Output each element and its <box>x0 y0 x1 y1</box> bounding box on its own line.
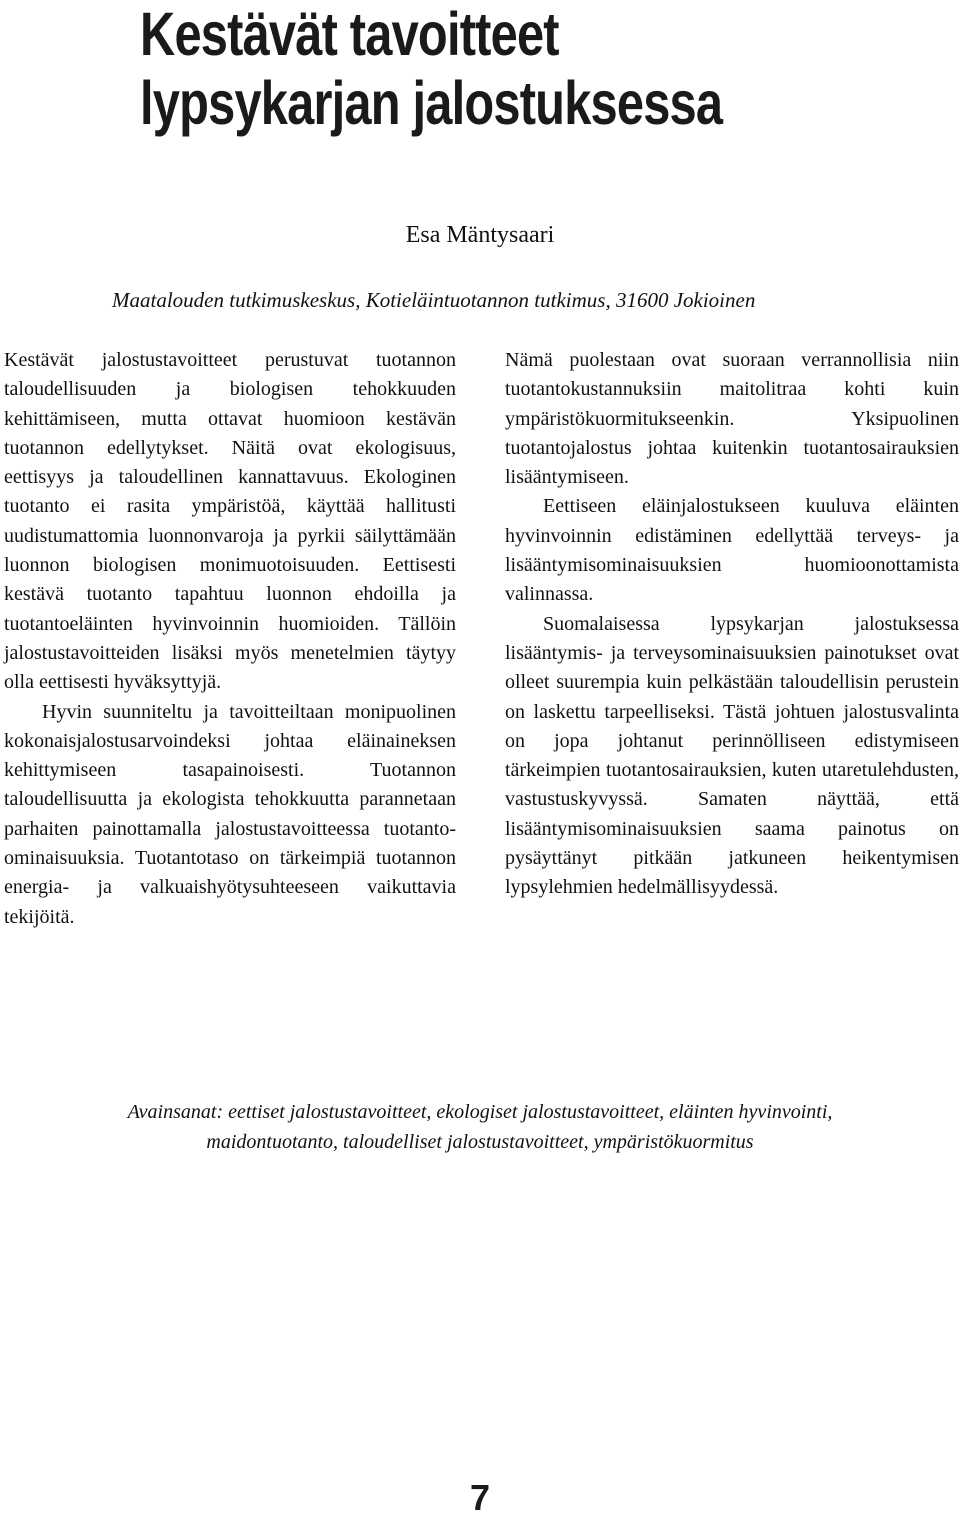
paragraph: Kestävät jalostustavoitteet perustuvat tuotannon taloudellisuuden ja biologisen tehokkuuden kehittämiseen, mutta ottavat huomioon kestävän tuotannon edellytykset. Näitä ovat ekologisuus, eettisyys ja taloudellinen kannattavuus. Ekologinen tuotanto ei rasita ympäristöä, käyttää hallitusti uudistumattomia luonnonvaroja ja pyrkii säilyttämään luonnon biologisen monimuotoisuuden. Eettisesti kestävä tuotanto tapahtuu luonnon ehdoilla ja tuotantoeläinten hyvinvoinnin huomioiden. Tällöin jalostustavoitteiden lisäksi myös menetelmien täytyy olla eettisesti hyväksyttyjä. <box>4 349 456 694</box>
title-line-1: Kestävät tavoitteet <box>140 0 559 68</box>
paragraph: Nämä puolestaan ovat suoraan verrannollisia niin tuotantokustannuksiin maitolitraa kohti kuin ympäristökuormitukseenkin. Yksipuolinen tuotantojalostus johtaa kuitenkin tuotantosairauksien lisääntymiseen. <box>505 349 959 489</box>
body-column-left <box>4 346 456 932</box>
affiliation: Maatalouden tutkimuskeskus, Kotieläintuotannon tutkimus, 31600 Jokioinen <box>112 288 756 312</box>
paragraph: Suomalaisessa lypsykarjan jalostuksessa lisääntymis- ja terveysominaisuuksien painotukset ovat olleet suurempia kuin pelkästään taloudellisin perustein on laskettu tarpeelliseksi. Tästä johtuen jalostusvalinta on jopa johtanut perinnölliseen edistymiseen tärkeimpien tuotantosairauksien, kuten utaretulehdusten, vastustuskyvyssä. Samaten näyttää, että lisääntymisominaisuuksien saama painotus on pysäyttänyt pitkään jatkuneen heikentymisen lypsylehmien hedelmällisyydessä. <box>505 612 959 899</box>
keywords <box>0 1097 960 1157</box>
keywords-line-1: Avainsanat: eettiset jalostustavoitteet, ekologiset jalostustavoitteet, eläinten hyvinvointi, <box>127 1101 833 1123</box>
body-column-right <box>505 346 959 903</box>
author-name <box>0 222 960 249</box>
author-text: Esa Mäntysaari <box>405 222 555 248</box>
page-number: 7 <box>469 1477 491 1518</box>
paragraph: Eettiseen eläinjalostukseen kuuluva eläinten hyvinvoinnin edistäminen edellyttää terveys- ja lisääntymisominaisuuksien huomioonottamista valinnassa. <box>505 495 959 606</box>
paragraph: Hyvin suunniteltu ja tavoitteiltaan monipuolinen kokonaisjalostusarvoindeksi johtaa eläinaineksen kehittymiseen tasapainoisesti. Tuotannon taloudellisuutta ja ekologista tehokkuutta parannetaan parhaiten painottamalla jalostustavoitteessa tuotanto-ominaisuuksia. Tuotantotaso on tärkeimpiä tuotannon energia- ja valkuaishyötysuhteeseen vaikuttavia tekijöitä. <box>4 700 456 928</box>
title-line-2: lypsykarjan jalostuksessa <box>140 69 723 137</box>
keywords-line-2: maidontuotanto, taloudelliset jalostustavoitteet, ympäristökuormitus <box>206 1131 754 1153</box>
page-title <box>140 0 780 138</box>
